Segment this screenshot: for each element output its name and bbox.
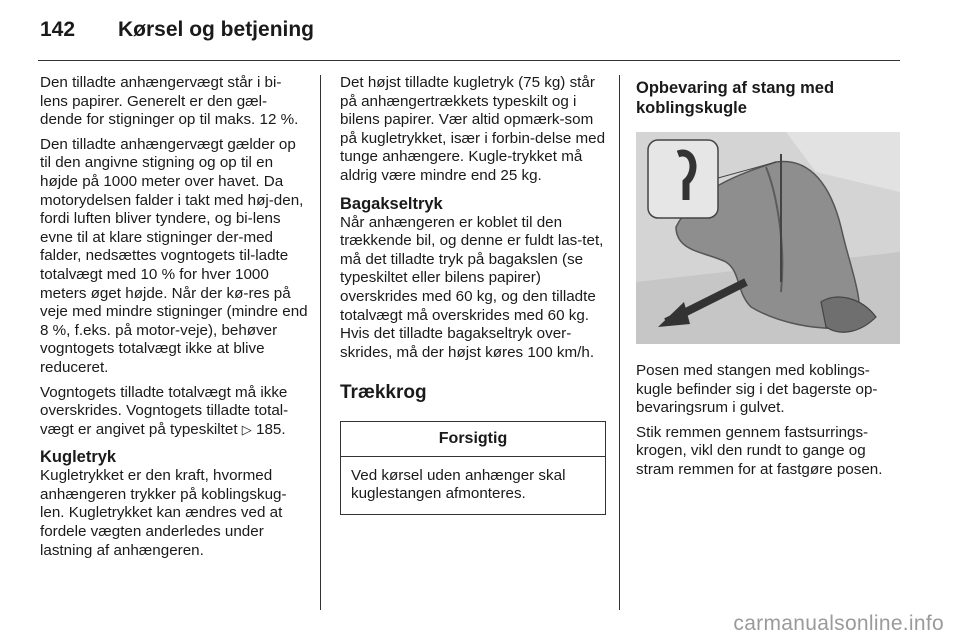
column-1 bbox=[40, 74, 308, 566]
caution-title: Forsigtig bbox=[341, 422, 605, 457]
page-header bbox=[40, 18, 314, 48]
paragraph: Kugletrykket er den kraft, hvormed anhængeren trykker på koblingskug-len. Kugletrykket kan ændres ved at fordele vægten anderledes under lastning af anhængeren. bbox=[40, 467, 287, 559]
section-heading-bagakseltryk: Bagakseltryk bbox=[340, 194, 443, 213]
paragraph: Posen med stangen med koblings-kugle befinder sig i det bagerste op-bevaringsrum i gulvet. bbox=[636, 362, 878, 417]
column-3 bbox=[636, 74, 902, 486]
section-heading-traekkrog: Trækkrog bbox=[340, 382, 427, 404]
section-heading-opbevaring: Opbevaring af stang med koblingskugle bbox=[636, 79, 835, 117]
paragraph: Den tilladte anhængervægt gælder op til den angivne stigning og op til en højde på 1000 meter over havet. Da motorydelsen falder i takt med høj-den, fordi luften bliver tyndere, og bi-lens evne til at klare stigninger der-med falder, nedsættes vogntogets til-ladte totalvægt med 10 % for hver 1000 meters øget højde. Når der kø-res på veje med mindre stigninger (mindre end 8 %, f.eks. på motor-veje), behøver vogntogets totalvægt ikke at blive reduceret. bbox=[40, 135, 308, 376]
page-reference-link[interactable]: 185. bbox=[256, 420, 286, 438]
section-heading-kugletryk: Kugletryk bbox=[40, 448, 117, 467]
page-number: 142 bbox=[40, 18, 76, 41]
triangle-reference-icon: ▷ bbox=[241, 421, 252, 437]
paragraph: Når anhængeren er koblet til den trækkende bil, og denne er fuldt las-tet, må det tilladte tryk på bagakslen (se typeskiltet eller bilens papirer) overskrides med 60 kg, og den tilladte totalvægt må overskrides med 60 kg. Hvis det tilladte bagakseltryk over-skrides, må der højst køres 100 km/h. bbox=[340, 213, 604, 361]
paragraph: Vogntogets tilladte totalvægt må ikke overskrides. Vogntogets tilladte total-vægt er angivet på typeskiltet ▷ 185. bbox=[40, 383, 289, 438]
column-divider-1 bbox=[320, 75, 321, 610]
caution-box bbox=[340, 421, 606, 515]
header-rule bbox=[38, 60, 900, 61]
paragraph: Det højst tilladte kugletryk (75 kg) står på anhængertrækkets typeskilt og i bilens papirer. Vær altid opmærk-som på kugletrykket, især i forbin-delse med tunge anhængere. Kugle-trykket må aldrig være mindre end 25 kg. bbox=[340, 74, 606, 184]
column-divider-2 bbox=[619, 75, 620, 610]
chapter-title: Kørsel og betjening bbox=[118, 18, 315, 41]
paragraph: Stik remmen gennem fastsurrings-krogen, vikl den rundt to gange og stram remmen for at fastgøre posen. bbox=[636, 423, 883, 478]
watermark: carmanualsonline.info bbox=[733, 612, 944, 635]
paragraph: Den tilladte anhængervægt står i bi-lens papirer. Generelt er den gæl-dende for stigninger op til maks. 12 %. bbox=[40, 74, 299, 129]
column-2 bbox=[340, 74, 606, 515]
storage-bag-illustration bbox=[636, 132, 900, 344]
caution-text: Ved kørsel uden anhænger skal kuglestangen afmonteres. bbox=[351, 466, 566, 503]
